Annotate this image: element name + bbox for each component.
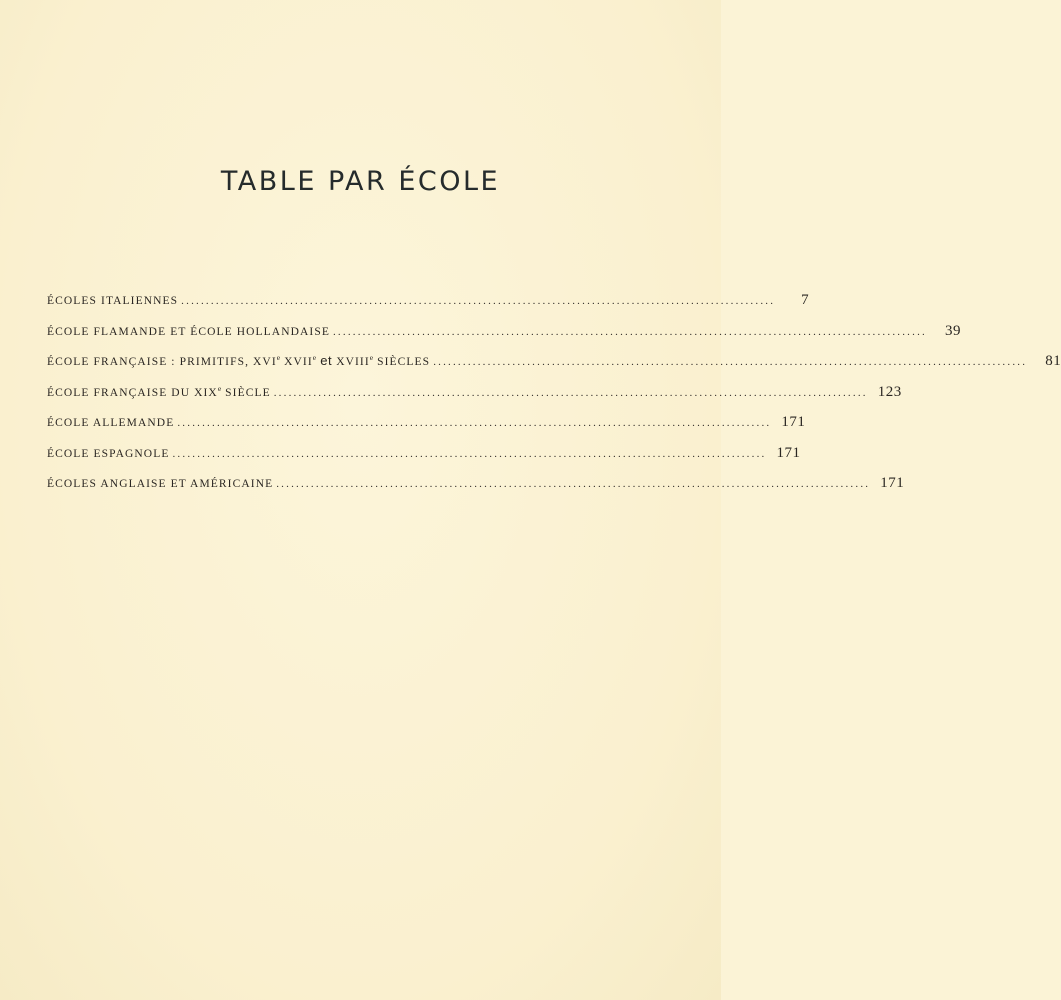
page-title: TABLE PAR ÉCOLE <box>220 166 501 197</box>
dot-leader: ........................................................................................................................ <box>177 417 772 429</box>
toc-entry-page: 171 <box>776 444 801 461</box>
toc-entry <box>47 444 801 476</box>
toc-entry-label: ÉCOLE FRANÇAISE DU XIXe SIÈCLE <box>47 383 271 399</box>
table-of-contents <box>47 292 1061 506</box>
toc-entry <box>47 292 810 323</box>
toc-entry-label: ÉCOLE ESPAGNOLE <box>47 447 170 460</box>
dot-leader: ........................................................................................................................ <box>181 295 776 307</box>
dot-leader: ........................................................................................................................ <box>172 447 767 460</box>
dot-leader: ........................................................................................................................ <box>332 325 927 338</box>
toc-entry <box>47 322 961 354</box>
dot-leader: ........................................................................................................................ <box>276 478 871 490</box>
toc-entry <box>47 383 902 415</box>
toc-entry <box>47 475 905 506</box>
toc-entry-label: ÉCOLE ALLEMANDE <box>47 417 175 429</box>
toc-entry-page: 123 <box>877 383 902 400</box>
toc-entry-page: 81 <box>1045 353 1061 369</box>
toc-entry-label: ÉCOLE FLAMANDE ET ÉCOLE HOLLANDAISE <box>47 325 330 338</box>
toc-entry-page: 39 <box>944 322 961 339</box>
toc-entry-label: ÉCOLES ITALIENNES <box>47 295 179 307</box>
toc-entry-label: ÉCOLES ANGLAISE ET AMÉRICAINE <box>47 478 274 490</box>
dot-leader: ........................................................................................................................ <box>273 386 868 399</box>
toc-entry <box>47 353 1061 384</box>
toc-entry-page: 171 <box>781 414 806 430</box>
toc-entry-page: 7 <box>801 292 810 308</box>
toc-entry-page: 171 <box>880 475 905 491</box>
dot-leader: ........................................................................................................................ <box>433 356 1028 368</box>
toc-entry <box>47 414 806 445</box>
toc-entry-label: ÉCOLE FRANÇAISE : PRIMITIFS, XVIe XVIIe et XVIIIe SIÈCLES <box>47 353 431 368</box>
